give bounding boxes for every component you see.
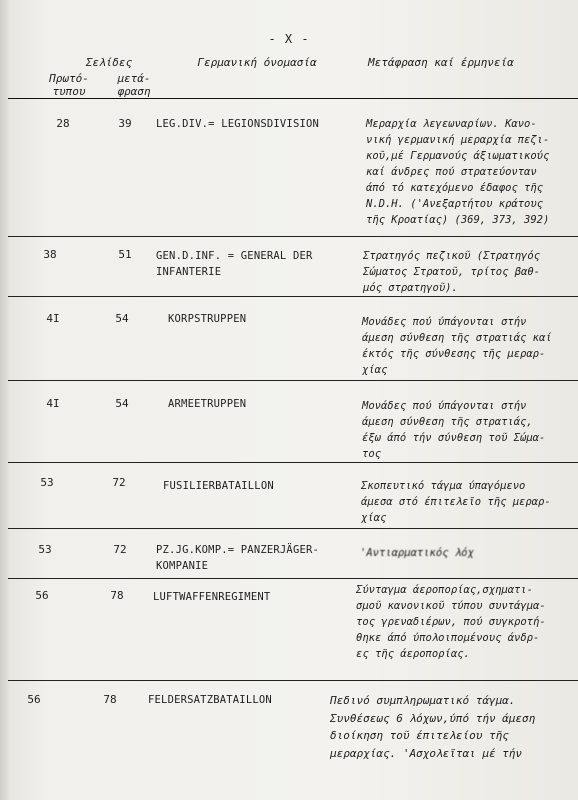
row-divider [8,296,578,297]
header-original: Πρωτό- τυπου [49,72,89,98]
original-page: 53 [40,476,54,489]
translation-page: 78 [103,693,117,706]
meaning: Μεραρχία λεγεωναρίων. Κανο- νική γερμανική μεραρχία πεζι- κοῦ,μέ Γερμανούς άξιωματικούς καί άνδρες πού στρατεύονταν άπό τό κατεχόμενο έδαφος τῆς Ν.D.Η. ('Ανεξαρτήτου κράτους τῆς Κροατίας) (369, 373, 392) [366,118,550,226]
original-page: 56 [35,589,49,602]
german-term: FELDERSATZBATAILLON [148,694,272,706]
german-term: ARMEETRUPPEN [168,398,247,410]
meaning: Στρατηγός πεζικοῦ (Στρατηγός Σώματος Στρατοῦ, τρίτος βαθ- μός στρατηγοῦ). [363,250,541,294]
header-pages: Σελίδες [85,56,133,69]
translation-page: 78 [110,589,124,602]
translation-page: 39 [118,117,132,130]
row-divider [8,380,578,381]
german-term: PZ.JG.KOMP.= PANZERJÄGER- KOMPANIE [156,544,320,572]
row-divider [8,578,578,579]
original-page: 56 [27,693,41,706]
page-number: - X - [268,32,310,46]
original-page: 53 [38,543,52,556]
original-page: 4I [46,312,60,325]
translation-page: 72 [112,476,126,489]
translation-page: 54 [115,312,129,325]
header-translation-interpretation: Μετάφραση καί έρμηνεία [368,56,514,69]
translation-page: 51 [118,248,132,261]
german-term: GEN.D.INF. = GENERAL DER INFANTERIE [156,250,313,278]
german-term: KORPSTRUPPEN [168,313,247,325]
header-translation: μετά- φραση [117,72,151,98]
original-page: 4I [46,397,60,410]
row-divider [8,680,578,681]
meaning: Πεδινό συμπληρωματικό τάγμα. Συνθέσεως 6 λόχων,ύπό τήν άμεση διοίκηση τοῦ έπιτελείου τῆς μεραρχίας. 'Ασχολεῖται μέ τήν [330,694,536,760]
original-page: 38 [43,248,57,261]
header-german-name: Γερμανική όνομασία [197,56,317,69]
row-divider [8,462,578,463]
original-page: 28 [56,117,70,130]
meaning: Μονάδες πού ύπάγονται στήν άμεση σύνθεση τῆς στρατιάς καί έκτός τῆς σύνθεσης τῆς μεραρ- χίας [362,316,552,376]
german-term: FUSILIERBATAILLON [163,480,274,492]
row-divider [8,528,578,529]
row-divider [8,236,578,237]
translation-page: 72 [113,543,127,556]
meaning: Σύνταγμα άεροπορίας,σχηματι- σμοῦ κανονικοῦ τύπου συντάγμα- τος γρεναδιέρων, πού συγκροτή- θηκε άπό ύπολοιπομένους άνδρ- ες τῆς άεροπορίας. [356,584,546,660]
meaning: Σκοπευτικό τάγμα ύπαγόμενο άμεσα στό έπιτελεῖο τῆς μεραρ- χίας [361,480,551,524]
translation-page: 54 [115,397,129,410]
meaning: 'Αντιαρματικός λόχ [360,547,474,559]
german-term: LUFTWAFFENREGIMENT [153,591,271,603]
german-term: LEG.DIV.= LEGIONSDIVISION [156,118,320,130]
meaning: Μονάδες πού ύπάγονται στήν άμεση σύνθεση τῆς στρατιάς, έξω άπό τήν σύνθεση τοῦ Σώμα- τος [362,400,546,460]
header-rule [8,98,578,99]
